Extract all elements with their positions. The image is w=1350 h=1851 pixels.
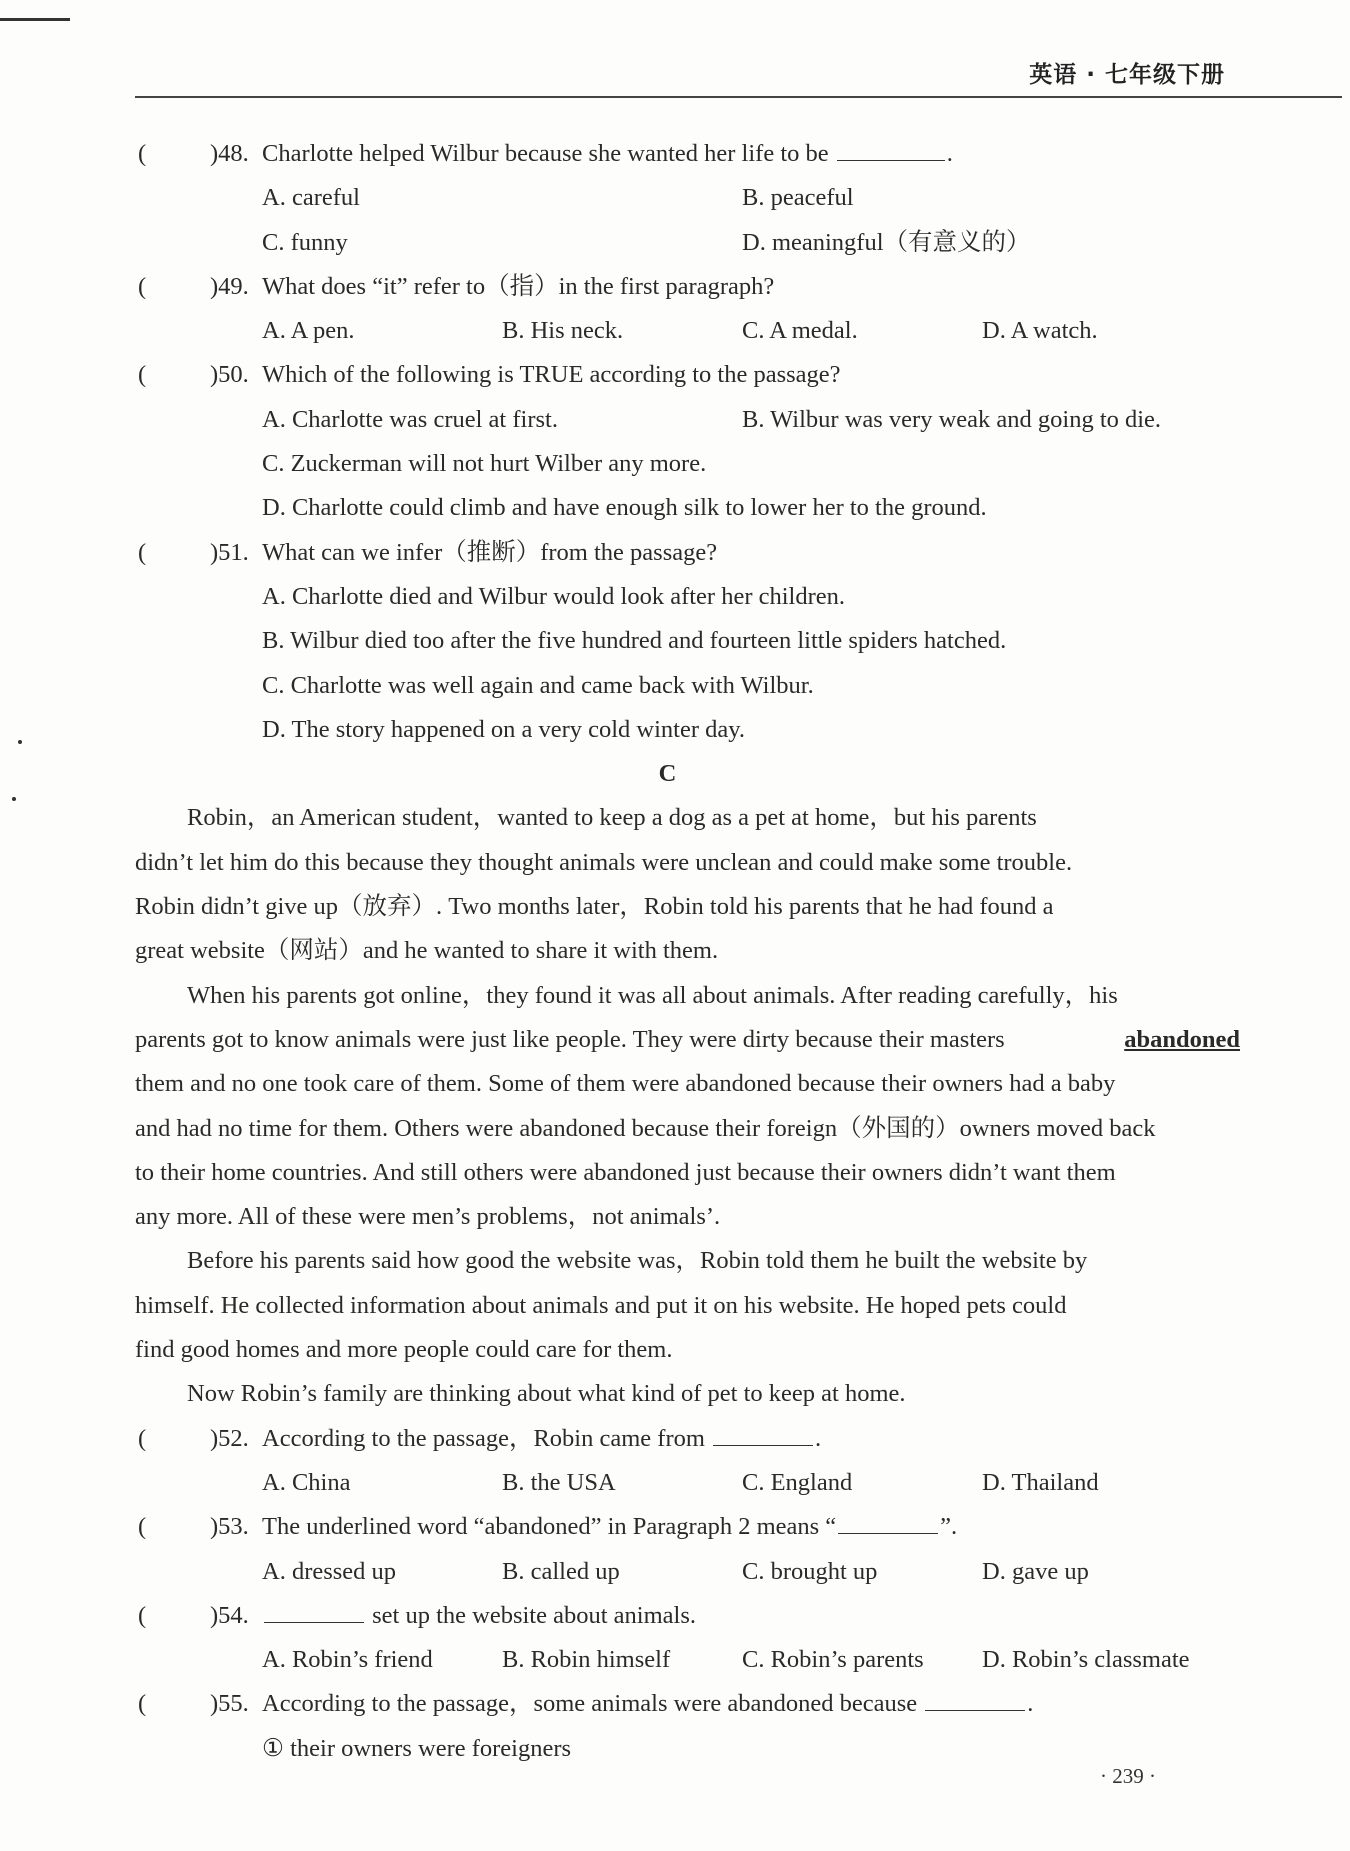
option-d: D. meaningful（有意义的）	[742, 228, 1031, 256]
options-row	[135, 309, 1240, 353]
question-number: )48.	[210, 140, 249, 167]
question-55	[135, 1682, 1240, 1726]
option-1: ① their owners were foreigners	[262, 1734, 572, 1762]
answer-paren: (	[138, 140, 147, 167]
question-50	[135, 353, 1240, 397]
passage-line: himself. He collected information about animals and put it on his website. He hoped pets could	[135, 1291, 1067, 1319]
margin-mark	[12, 797, 16, 801]
question-stem: Which of the following is TRUE according to the passage?	[262, 361, 841, 389]
question-stem: According to the passage，some animals were abandoned because .	[262, 1682, 1033, 1726]
passage-paragraph-2	[135, 974, 1240, 1240]
options-row	[135, 708, 1240, 752]
question-number: )49.	[210, 272, 249, 300]
option-a: A. China	[262, 1468, 351, 1496]
question-48	[135, 132, 1240, 176]
passage-line: them and no one took care of them. Some of them were abandoned because their owners had a baby	[135, 1070, 1116, 1098]
answer-paren: (	[138, 1424, 147, 1452]
option-c: C. Charlotte was well again and came back with Wilbur.	[262, 671, 814, 699]
options-row	[135, 1461, 1240, 1505]
answer-blank	[837, 136, 945, 161]
question-number: )52.	[210, 1424, 249, 1452]
option-d: D. Robin’s classmate	[982, 1646, 1190, 1674]
option-a: A. Charlotte died and Wilbur would look after her children.	[262, 582, 845, 610]
answer-paren: (	[138, 1513, 147, 1541]
question-stem: The underlined word “abandoned” in Paragraph 2 means “ ”.	[262, 1505, 957, 1549]
answer-blank	[838, 1509, 938, 1534]
answer-paren: (	[138, 538, 147, 566]
option-a: A. dressed up	[262, 1557, 397, 1585]
page-number: · 239 ·	[1100, 1764, 1156, 1788]
options-row	[135, 398, 1240, 442]
options-row	[135, 619, 1240, 663]
option-a: A. A pen.	[262, 317, 355, 345]
answer-paren: (	[138, 361, 147, 389]
options-row	[135, 1638, 1240, 1682]
passage-paragraph-4	[135, 1372, 1240, 1416]
top-corner-rule	[0, 18, 70, 21]
option-c: C. funny	[262, 228, 348, 256]
question-stem: Charlotte helped Wilbur because she wanted her life to be .	[262, 132, 953, 176]
option-b: B. Wilbur was very weak and going to die.	[742, 405, 1162, 433]
book-title: 英语 · 七年级下册	[1029, 62, 1225, 88]
option-c: C. England	[742, 1468, 853, 1496]
answer-blank	[264, 1598, 364, 1623]
page-header	[0, 56, 1350, 98]
passage-line: When his parents got online，they found it was all about animals. After reading carefully，his	[187, 981, 1118, 1009]
passage-line: Robin didn’t give up（放弃）. Two months later，Robin told his parents that he had found a	[135, 893, 1054, 921]
options-row	[135, 486, 1240, 530]
options-row	[135, 1727, 1240, 1771]
option-c: C. A medal.	[742, 317, 858, 345]
question-53	[135, 1505, 1240, 1549]
question-stem: set up the website about animals.	[262, 1594, 696, 1638]
option-d: D. A watch.	[982, 317, 1098, 345]
passage-paragraph-3	[135, 1239, 1240, 1372]
option-c: C. brought up	[742, 1557, 878, 1585]
options-row	[135, 1550, 1240, 1594]
passage-line: parents got to know animals were just like people. They were dirty because their masters abandoned	[135, 1018, 1240, 1062]
passage-line: great website（网站）and he wanted to share it with them.	[135, 937, 719, 965]
option-b: B. His neck.	[502, 317, 624, 345]
option-a: A. careful	[262, 184, 360, 212]
options-row	[135, 664, 1240, 708]
option-d: D. Charlotte could climb and have enough silk to lower her to the ground.	[262, 494, 987, 522]
question-number: )53.	[210, 1513, 249, 1541]
question-number: )54.	[210, 1601, 249, 1629]
option-a: A. Charlotte was cruel at first.	[262, 405, 558, 433]
question-52	[135, 1417, 1240, 1461]
option-d: D. gave up	[982, 1557, 1089, 1585]
question-51	[135, 531, 1240, 575]
page-content	[135, 132, 1240, 1771]
passage-line: Now Robin’s family are thinking about what kind of pet to keep at home.	[187, 1380, 906, 1408]
passage-line: and had no time for them. Others were abandoned because their foreign（外国的）owners moved back	[135, 1114, 1156, 1142]
answer-paren: (	[138, 1601, 147, 1629]
option-b: B. Wilbur died too after the five hundred and fourteen little spiders hatched.	[262, 627, 1007, 655]
option-b: B. Robin himself	[502, 1646, 671, 1674]
options-row	[135, 442, 1240, 486]
question-stem: According to the passage，Robin came from .	[262, 1417, 821, 1461]
question-stem: What can we infer（推断）from the passage?	[262, 538, 718, 566]
option-d: D. The story happened on a very cold winter day.	[262, 715, 746, 743]
option-b: B. called up	[502, 1557, 620, 1585]
option-b: B. peaceful	[742, 184, 854, 212]
passage-line: didn’t let him do this because they thought animals were unclean and could make some trouble.	[135, 848, 1073, 876]
passage-line: to their home countries. And still others were abandoned just because their owners didn’t want them	[135, 1158, 1116, 1186]
passage-line: Before his parents said how good the website was，Robin told them he built the website by	[187, 1247, 1088, 1275]
section-heading: C	[658, 760, 677, 788]
option-d: D. Thailand	[982, 1468, 1099, 1496]
passage-line: find good homes and more people could care for them.	[135, 1336, 673, 1364]
answer-blank	[713, 1421, 813, 1446]
options-row	[135, 221, 1240, 265]
passage-line: Robin，an American student，wanted to keep a dog as a pet at home，but his parents	[187, 804, 1037, 832]
margin-mark	[18, 740, 22, 744]
answer-blank	[925, 1686, 1025, 1711]
option-b: B. the USA	[502, 1468, 616, 1496]
option-c: C. Zuckerman will not hurt Wilber any more.	[262, 450, 707, 478]
question-number: )55.	[210, 1690, 249, 1718]
options-row	[135, 176, 1240, 220]
question-49	[135, 265, 1240, 309]
passage-line: any more. All of these were men’s problems，not animals’.	[135, 1203, 721, 1231]
question-54	[135, 1594, 1240, 1638]
passage-paragraph-1	[135, 796, 1240, 973]
question-number: )50.	[210, 361, 249, 389]
answer-paren: (	[138, 1690, 147, 1718]
underlined-word: abandoned	[1124, 1025, 1240, 1053]
answer-paren: (	[138, 272, 147, 300]
option-c: C. Robin’s parents	[742, 1646, 924, 1674]
header-divider	[135, 96, 1342, 98]
option-a: A. Robin’s friend	[262, 1646, 433, 1674]
options-row	[135, 575, 1240, 619]
question-stem: What does “it” refer to（指）in the first paragraph?	[262, 272, 775, 300]
question-number: )51.	[210, 538, 249, 566]
